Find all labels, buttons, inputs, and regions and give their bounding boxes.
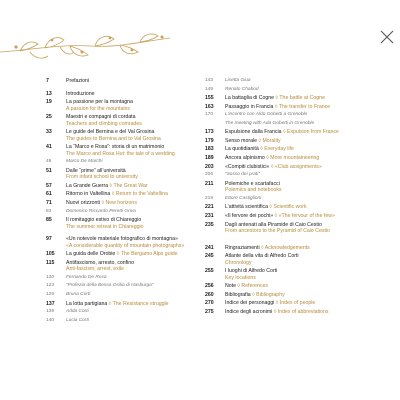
- entry-text: [66, 275, 196, 281]
- entry-text: [225, 112, 395, 118]
- entry-title-it: Passaggio in Francia ◊ The transfer to France: [225, 103, 331, 110]
- page-number: 61: [46, 191, 52, 198]
- toc-entry[interactable]: [46, 91, 196, 97]
- diamond-separator-icon: ◊: [273, 103, 279, 110]
- entry-text: [66, 78, 196, 84]
- entry-title-en: Bibliography: [256, 291, 285, 298]
- entry-title-it: La passione per la montagna: [66, 99, 133, 106]
- page-number: 163: [205, 103, 214, 110]
- page-number: 183: [205, 146, 214, 153]
- toc-entry[interactable]: [205, 222, 395, 235]
- entry-title-en: Teachers and climbing comrades: [66, 120, 142, 127]
- diamond-separator-icon: ◊: [274, 300, 280, 307]
- entry-text: [66, 144, 196, 157]
- entry-text: [66, 318, 196, 324]
- entry-title-it: Polemiche e scartafacci: [225, 180, 280, 187]
- entry-title-en: Return to the Valtellina: [115, 191, 168, 198]
- entry-title-it: Espulsione dalla Francia ◊ Expulsion from France: [225, 129, 339, 136]
- entry-title-en: References: [241, 283, 268, 290]
- page-number: 275: [205, 308, 214, 315]
- entry-title-it: Renato Chabod: [225, 86, 259, 92]
- page-number: 85: [46, 217, 52, 224]
- entry-title-it: Atlante della vita di Alfredo Corti: [225, 253, 299, 260]
- entry-title-en: Polemics and notebooks: [225, 187, 282, 194]
- entry-title-en: The summer retreat in Chiareggio: [66, 223, 144, 230]
- diamond-separator-icon: ◊: [108, 182, 114, 189]
- entry-text: [225, 181, 395, 194]
- page-number: 83: [46, 208, 52, 214]
- page-number: 256: [205, 283, 214, 290]
- entry-text: [66, 236, 196, 249]
- entry-title-it: La quotidianità ◊ Everyday life: [225, 146, 294, 153]
- entry-title-it: La guida delle Orobie ◊ The Bergamo Alps guide: [66, 251, 178, 258]
- diamond-separator-icon: ◊: [115, 251, 121, 258]
- toc-entry[interactable]: [205, 112, 395, 118]
- entry-title-it: Lisetta Giua: [225, 78, 251, 83]
- entry-title-it: Antifascismo, arresto, confino: [66, 259, 135, 266]
- toc-entry[interactable]: [205, 138, 395, 144]
- entry-title-en: Chronology: [225, 259, 252, 266]
- entry-title-it: Dagli antenati alla Piramide di Caio Cestio: [225, 221, 322, 228]
- page-number: 241: [205, 244, 214, 251]
- entry-title-en: A passion for the mountains: [66, 105, 131, 112]
- page-number: 173: [205, 129, 214, 136]
- page-number: 19: [46, 99, 52, 106]
- toc-entry[interactable]: [205, 245, 395, 251]
- entry-text: [66, 200, 196, 206]
- page-number: 25: [46, 114, 52, 121]
- entry-title-it: Ettore Castiglioni: [225, 195, 262, 201]
- toc-entry[interactable]: [205, 181, 395, 194]
- entry-title-en: «The fervour of the few»: [278, 212, 335, 219]
- entry-title-en: From infant school to university: [66, 174, 138, 181]
- entry-text: [225, 164, 395, 170]
- entry-title-it: Introduzione: [66, 90, 95, 97]
- entry-text: [225, 138, 395, 144]
- entry-text: [225, 146, 395, 152]
- toc-entry[interactable]: [46, 318, 196, 324]
- entry-title-en: The battle at Cogne: [279, 95, 325, 102]
- entry-text: [225, 196, 395, 202]
- entry-title-en: Scientific work: [273, 204, 307, 211]
- toc-entry[interactable]: [205, 129, 395, 135]
- entry-title-it: Bibliografia ◊ Bibliography: [225, 291, 285, 298]
- toc-entry[interactable]: [205, 155, 395, 161]
- entry-text: [225, 104, 395, 110]
- entry-title-it: La lotta partigiana ◊ The Resistance struggle: [66, 300, 169, 307]
- entry-text: [225, 309, 395, 315]
- close-icon[interactable]: [380, 30, 394, 44]
- page-number: 219: [205, 195, 214, 201]
- page-number: 255: [205, 268, 214, 275]
- diamond-separator-icon: ◊: [250, 291, 257, 298]
- entry-text: [66, 309, 196, 315]
- entry-title-it: Indice degli acronimi ◊ Index of abbreviations: [225, 308, 329, 315]
- entry-title-it: L’attività scientifica ◊ Scientific work: [225, 204, 307, 211]
- diamond-separator-icon: ◊: [281, 129, 287, 136]
- page-number: 211: [205, 180, 214, 187]
- toc-entry[interactable]: [46, 275, 196, 281]
- entry-text: [225, 129, 395, 135]
- entry-title-it: “Profezia della Bessa Osilia di Hasburga”: [66, 283, 154, 289]
- entry-title-it: Ritorno in Valtellina ◊ Return to the Valtellina: [66, 191, 168, 198]
- entry-title-en: From ancestors to the Pyramid of Caio Cestio: [225, 227, 330, 234]
- toc-entry[interactable]: [46, 99, 196, 112]
- diamond-separator-icon: ◊: [258, 146, 265, 153]
- toc-entry[interactable]: [205, 309, 395, 315]
- toc-right-column: [205, 78, 395, 317]
- page-number: 7: [46, 78, 49, 84]
- page-number: 170: [205, 112, 214, 118]
- entry-text: [66, 168, 196, 181]
- entry-text: [225, 213, 395, 219]
- entry-title-en: The transfer to France: [278, 103, 331, 110]
- toc-left-column: [46, 78, 196, 326]
- entry-title-it: The meeting with Ada Gobetti in Grenoble: [225, 120, 315, 126]
- entry-title-it: Marco De Marchi: [66, 159, 103, 165]
- page-number: 71: [46, 199, 52, 206]
- page-number: 245: [205, 253, 214, 260]
- entry-title-it: «Il fervore dei pochi» ◊ «The fervour of the few»: [225, 212, 335, 219]
- toc-entry[interactable]: [46, 183, 196, 189]
- entry-title-en: More mountaineering: [270, 154, 320, 161]
- entry-title-it: “Sosso dei prati”: [225, 172, 260, 178]
- diamond-separator-icon: ◊: [264, 154, 271, 161]
- entry-title-it: I luoghi di Alfredo Corti: [225, 268, 278, 275]
- page-number: 105: [46, 251, 55, 258]
- entry-text: [225, 245, 395, 251]
- entry-title-it: Ancora alpinismo ◊ More mountaineering: [225, 154, 320, 161]
- page-number: 115: [46, 259, 55, 266]
- toc-entry[interactable]: [46, 217, 196, 230]
- entry-title-it: «Compiti clubistici» ◊ «Club assignments»: [225, 163, 322, 170]
- page-number: 270: [205, 300, 214, 307]
- diamond-separator-icon: ◊: [107, 300, 113, 307]
- toc-entry[interactable]: [205, 164, 395, 170]
- diamond-separator-icon: ◊: [272, 308, 278, 315]
- toc-entry[interactable]: [205, 204, 395, 210]
- page-number: 123: [46, 283, 55, 289]
- entry-text: [225, 268, 395, 281]
- toc-entry[interactable]: [205, 268, 395, 281]
- toc-entry[interactable]: [205, 104, 395, 110]
- toc-entry[interactable]: [46, 283, 196, 289]
- entry-text: [66, 251, 196, 257]
- entry-title-en: Morality: [262, 137, 281, 144]
- toc-entry[interactable]: [46, 78, 196, 84]
- toc-entry[interactable]: [46, 191, 196, 197]
- entry-title-it: Indice dei personaggi ◊ Index of people: [225, 300, 316, 307]
- entry-title-en: The Marco and Rosa Hut: the tale of a wedding: [66, 150, 175, 157]
- entry-title-it: La “Marco e Rosa”: storia di un matrimonio: [66, 144, 165, 151]
- entry-text: [66, 114, 196, 127]
- entry-title-en: Index of abbreviations: [277, 308, 329, 315]
- entry-title-it: Nuovi orizzonti ◊ New horizons: [66, 199, 137, 206]
- entry-text: [225, 222, 395, 235]
- entry-title-it: L’incontro con Aldo Gobetti a Grenoble: [225, 112, 308, 118]
- toc-entry[interactable]: [46, 301, 196, 307]
- entry-title-it: Adda Corti: [66, 309, 89, 315]
- entry-title-it: Dalle “prime” all’università: [66, 167, 126, 174]
- entry-title-it: La battaglia di Cogne ◊ The battle at Cogne: [225, 95, 325, 102]
- entry-title-en: Expulsion from France: [286, 129, 339, 136]
- page-number: 179: [205, 137, 214, 144]
- entry-text: [225, 95, 395, 101]
- entry-title-it: Il romitaggio estivo di Chiareggio: [66, 217, 142, 224]
- entry-text: [225, 121, 395, 127]
- page-number: 57: [46, 182, 52, 189]
- entry-text: [66, 209, 196, 215]
- toc-entry[interactable]: [205, 253, 395, 266]
- entry-title-en: Key locations: [225, 274, 256, 281]
- toc-entry[interactable]: [205, 213, 395, 219]
- diamond-separator-icon: ◊: [259, 244, 265, 251]
- entry-title-it: Note ◊ References: [225, 283, 268, 290]
- entry-title-it: Ringraziamenti ◊ Acknowledgements: [225, 244, 310, 251]
- diamond-separator-icon: ◊: [274, 95, 280, 102]
- toc-entry[interactable]: [46, 159, 196, 165]
- entry-title-en: The Great War: [113, 182, 148, 189]
- page-number: 140: [46, 317, 55, 323]
- entry-text: [225, 78, 395, 84]
- page-number: 260: [205, 291, 214, 298]
- page-number: 51: [46, 167, 52, 174]
- entry-text: [66, 129, 196, 142]
- page-number: 155: [205, 95, 214, 102]
- toc-entry[interactable]: [46, 209, 196, 215]
- entry-text: [225, 155, 395, 161]
- entry-text: [66, 292, 196, 298]
- entry-title-it: «Un notevole materiale fotografico di montagna»: [66, 236, 178, 243]
- entry-text: [225, 172, 395, 178]
- page-number: 231: [205, 212, 214, 219]
- entry-title-it: Fernando De Rosa: [66, 274, 107, 280]
- entry-text: [66, 217, 196, 230]
- entry-title-en: «A considerable quantity of mountain photographs»: [66, 242, 185, 249]
- entry-title-en: Acknowledgements: [264, 244, 310, 251]
- page-number: 221: [205, 204, 214, 211]
- toc-entry[interactable]: [205, 78, 395, 84]
- diamond-separator-icon: ◊: [235, 283, 242, 290]
- page-number: 189: [205, 154, 214, 161]
- toc-entry[interactable]: [46, 309, 196, 315]
- entry-text: [66, 283, 196, 289]
- page-number: 125: [46, 291, 55, 297]
- page-number: 13: [46, 90, 52, 97]
- entry-title-it: Le guide del Bernina e del Val Grosina: [66, 129, 155, 136]
- page-number: 206: [205, 172, 214, 178]
- toc-entry[interactable]: [46, 144, 196, 157]
- page-number: 33: [46, 129, 52, 136]
- toc-entry[interactable]: [46, 260, 196, 273]
- page-number: 139: [46, 309, 55, 315]
- page-number: 235: [205, 221, 214, 228]
- entry-title-en: Index of people: [279, 300, 316, 307]
- diamond-separator-icon: ◊: [110, 191, 116, 198]
- entry-text: [66, 183, 196, 189]
- entry-title-it: La Grande Guerra ◊ The Great War: [66, 182, 148, 189]
- toc-entry[interactable]: [46, 251, 196, 257]
- page-number: 143: [205, 78, 214, 83]
- entry-text: [66, 260, 196, 273]
- page-number: 41: [46, 144, 52, 151]
- entry-title-it: Domenico Riccardo Peretti Griva: [66, 208, 136, 214]
- toc-entry[interactable]: [46, 168, 196, 181]
- entry-title-en: Everyday life: [264, 146, 294, 153]
- page-number: 203: [205, 163, 214, 170]
- toc-entry[interactable]: [46, 236, 196, 249]
- toc-entry[interactable]: [205, 292, 395, 298]
- entry-title-en: New horizons: [105, 199, 137, 206]
- toc-entry[interactable]: [46, 129, 196, 142]
- entry-text: [225, 292, 395, 298]
- page-number: 120: [46, 274, 55, 280]
- entry-text: [225, 204, 395, 210]
- diamond-separator-icon: ◊: [269, 163, 275, 170]
- toc-entry[interactable]: [205, 300, 395, 306]
- diamond-separator-icon: ◊: [257, 137, 263, 144]
- entry-text: [66, 191, 196, 197]
- entry-title-it: Lucia Corti: [66, 317, 89, 323]
- entry-text: [225, 87, 395, 93]
- diamond-separator-icon: ◊: [273, 212, 279, 219]
- entry-title-en: The guides to Bernina and to Val Grosina: [66, 135, 161, 142]
- entry-title-it: Bruna Corti: [66, 291, 91, 297]
- toc-entry[interactable]: [205, 196, 395, 202]
- diamond-separator-icon: ◊: [100, 199, 106, 206]
- page-number: 149: [205, 86, 214, 92]
- toc-entry[interactable]: [205, 172, 395, 178]
- entry-title-it: Senso morale ◊ Morality: [225, 137, 281, 144]
- page-number: 49: [46, 159, 52, 165]
- entry-text: [66, 91, 196, 97]
- floral-ornament: [0, 30, 175, 64]
- entry-text: [225, 253, 395, 266]
- entry-title-en: «Club assignments»: [274, 163, 322, 170]
- toc-entry[interactable]: [46, 292, 196, 298]
- entry-text: [66, 159, 196, 165]
- entry-title-it: Prefazioni: [66, 78, 90, 84]
- entry-title-it: Maestri e compagni di cordata: [66, 114, 136, 121]
- toc-entry[interactable]: [205, 87, 395, 93]
- toc-entry[interactable]: [205, 95, 395, 101]
- entry-text: [225, 300, 395, 306]
- entry-title-en: The Resistance struggle: [112, 300, 169, 307]
- toc-entry[interactable]: [205, 283, 395, 289]
- toc-entry[interactable]: [46, 114, 196, 127]
- toc-entry[interactable]: [46, 200, 196, 206]
- entry-text: [66, 99, 196, 112]
- toc-entry[interactable]: [205, 121, 395, 127]
- diamond-separator-icon: ◊: [267, 204, 274, 211]
- entry-title-en: The Bergamo Alps guide: [120, 251, 178, 258]
- toc-entry[interactable]: [205, 146, 395, 152]
- page-number: 137: [46, 300, 55, 307]
- entry-text: [225, 283, 395, 289]
- entry-text: [66, 301, 196, 307]
- entry-title-en: Anti-fascism, arrest, exile: [66, 266, 124, 273]
- page-number: 97: [46, 236, 52, 243]
